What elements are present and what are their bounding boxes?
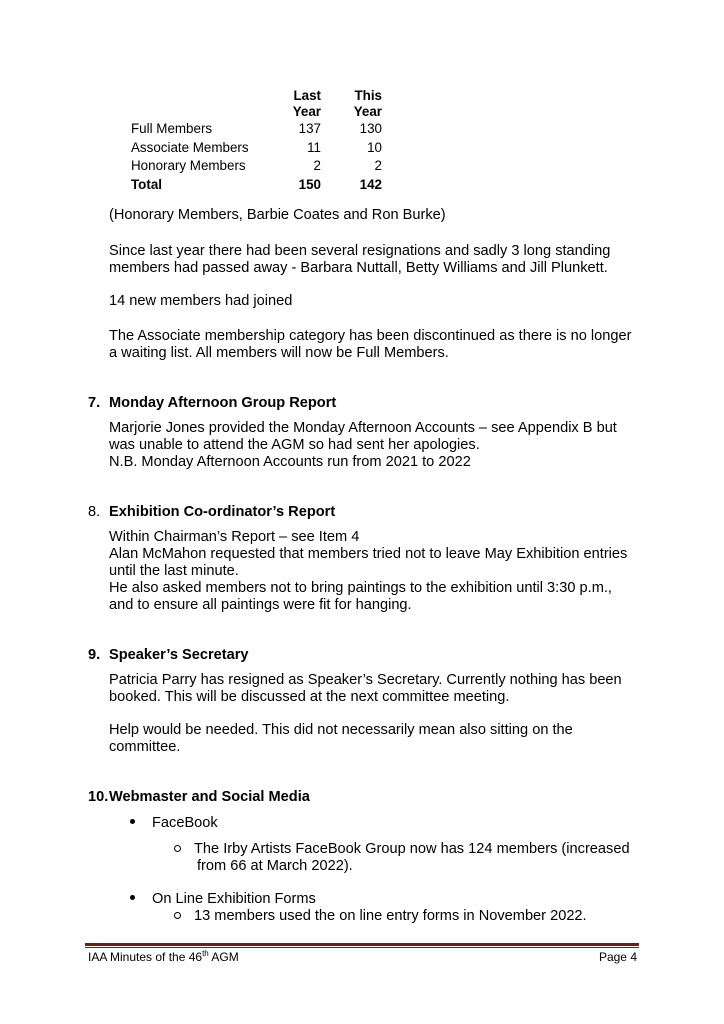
column-header-this-year: This Year — [353, 88, 382, 119]
section-8-line: until the last minute. — [109, 563, 239, 579]
resignations-line-2: members had passed away - Barbara Nuttall, Betty Williams and Jill Plunkett. — [109, 260, 608, 276]
row-label: Associate Members — [131, 139, 249, 155]
sub-bullet-facebook-cont: from 66 at March 2022). — [197, 858, 353, 874]
bullet-icon — [130, 891, 138, 899]
section-7-line: Marjorie Jones provided the Monday Afternoon Accounts – see Appendix B but — [109, 420, 617, 436]
table-total-row — [131, 176, 382, 195]
row-label: Honorary Members — [131, 158, 246, 173]
section-9-line: committee. — [109, 739, 181, 755]
total-last-year: 150 — [298, 176, 321, 192]
section-8-line: and to ensure all paintings were fit for hanging. — [109, 597, 412, 613]
sub-bullet-online-forms: 13 members used the on line entry forms in November 2022. — [174, 908, 587, 925]
bullet-online-forms: On Line Exhibition Forms — [130, 891, 316, 908]
total-this-year: 142 — [359, 176, 382, 192]
footer-page-number: Page 4 — [598, 950, 637, 964]
column-header-last-year: Last Year — [292, 88, 321, 119]
section-7-line: N.B. Monday Afternoon Accounts run from 2021 to 2022 — [109, 454, 471, 470]
this-year-value: 130 — [359, 121, 382, 136]
this-year-value: 2 — [374, 158, 382, 173]
section-8-heading: 8. Exhibition Co-ordinator’s Report — [88, 504, 336, 520]
section-9-heading: 9. Speaker’s Secretary — [88, 647, 249, 663]
table-header-row — [131, 88, 382, 120]
footer-document-title: IAA Minutes of the 46th AGM — [88, 949, 239, 964]
bullet-facebook: FaceBook — [130, 815, 218, 832]
total-label: Total — [131, 176, 162, 192]
this-year-value: 10 — [367, 139, 382, 155]
honorary-members-note: (Honorary Members, Barbie Coates and Ron Burke) — [109, 207, 446, 223]
section-8-line: Within Chairman’s Report – see Item 4 — [109, 529, 360, 545]
associate-note-line-2: a waiting list. All members will now be Full Members. — [109, 345, 449, 361]
section-7-heading: 7. Monday Afternoon Group Report — [88, 395, 337, 411]
table-row — [131, 157, 382, 176]
footer-rule-thick — [85, 943, 639, 946]
section-9-line: booked. This will be discussed at the next committee meeting. — [109, 689, 510, 705]
hollow-bullet-icon — [174, 845, 181, 852]
new-members-note: 14 new members had joined — [109, 293, 293, 309]
table-row — [131, 120, 382, 139]
bullet-icon — [130, 815, 138, 823]
section-8-line: Alan McMahon requested that members tried not to leave May Exhibition entries — [109, 546, 628, 562]
sub-bullet-facebook: The Irby Artists FaceBook Group now has 124 members (increased — [174, 841, 630, 858]
section-7-line: was unable to attend the AGM so had sent her apologies. — [109, 437, 480, 453]
resignations-line-1: Since last year there had been several resignations and sadly 3 long standing — [109, 243, 611, 259]
section-10-heading: 10.Webmaster and Social Media — [88, 789, 310, 805]
section-9-line: Patricia Parry has resigned as Speaker’s Secretary. Currently nothing has been — [109, 672, 622, 688]
last-year-value: 11 — [307, 139, 321, 155]
table-row — [131, 139, 382, 158]
associate-note-line-1: The Associate membership category has been discontinued as there is no longer — [109, 328, 632, 344]
footer-rule-thin — [85, 947, 639, 948]
hollow-bullet-icon — [174, 912, 181, 919]
last-year-value: 137 — [298, 121, 321, 136]
row-label: Full Members — [131, 121, 213, 136]
last-year-value: 2 — [313, 158, 321, 173]
section-8-line: He also asked members not to bring paintings to the exhibition until 3:30 p.m., — [109, 580, 612, 596]
membership-table — [131, 88, 382, 194]
section-9-line: Help would be needed. This did not necessarily mean also sitting on the — [109, 722, 573, 738]
